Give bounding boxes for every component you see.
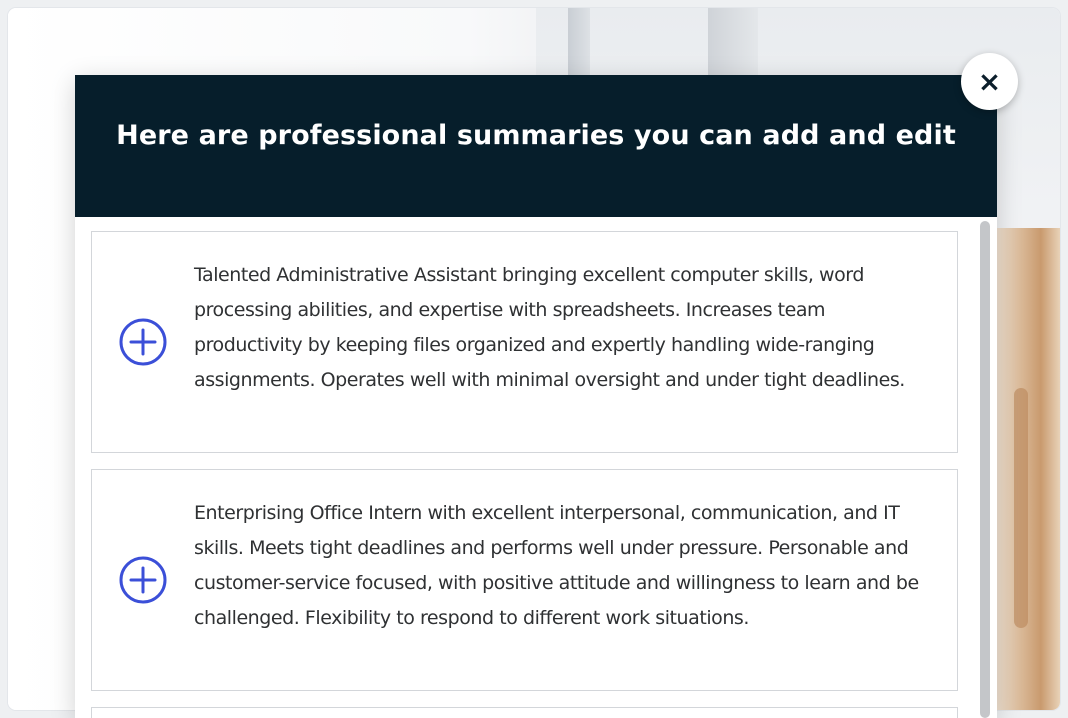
summaries-modal (75, 75, 997, 718)
summary-text: Enterprising Office Intern with excellent interpersonal, communication, and IT skills. Meets tight deadlines and performs well under pressure. Personable and customer-service focused, with positive attitude and willingness to learn and be challenged. Flexibility to respond to different work situations. (194, 502, 919, 629)
modal-title: Here are professional summaries you can add and edit (116, 119, 956, 151)
summary-card-partial[interactable] (91, 707, 958, 718)
modal-header (75, 75, 997, 217)
background-photo-detail (568, 8, 590, 78)
close-icon: × (977, 64, 1002, 98)
summaries-list[interactable] (75, 217, 997, 718)
background-photo-person (996, 228, 1060, 710)
scrollbar-thumb[interactable] (980, 221, 990, 718)
add-summary-button[interactable] (92, 470, 194, 690)
background-photo-detail (708, 8, 758, 78)
summary-text: Talented Administrative Assistant bringing excellent computer skills, word processing abilities, and expertise with spreadsheets. Increases team productivity by keeping files organized and expertly handling wide-ranging assignments. Operates well with minimal oversight and under tight deadlines. (194, 264, 905, 391)
summary-card[interactable] (91, 231, 958, 453)
plus-circle-icon[interactable] (119, 556, 167, 604)
add-summary-button[interactable] (92, 232, 194, 452)
close-button[interactable] (961, 53, 1018, 110)
plus-circle-icon[interactable] (119, 318, 167, 366)
summary-card[interactable] (91, 469, 958, 691)
